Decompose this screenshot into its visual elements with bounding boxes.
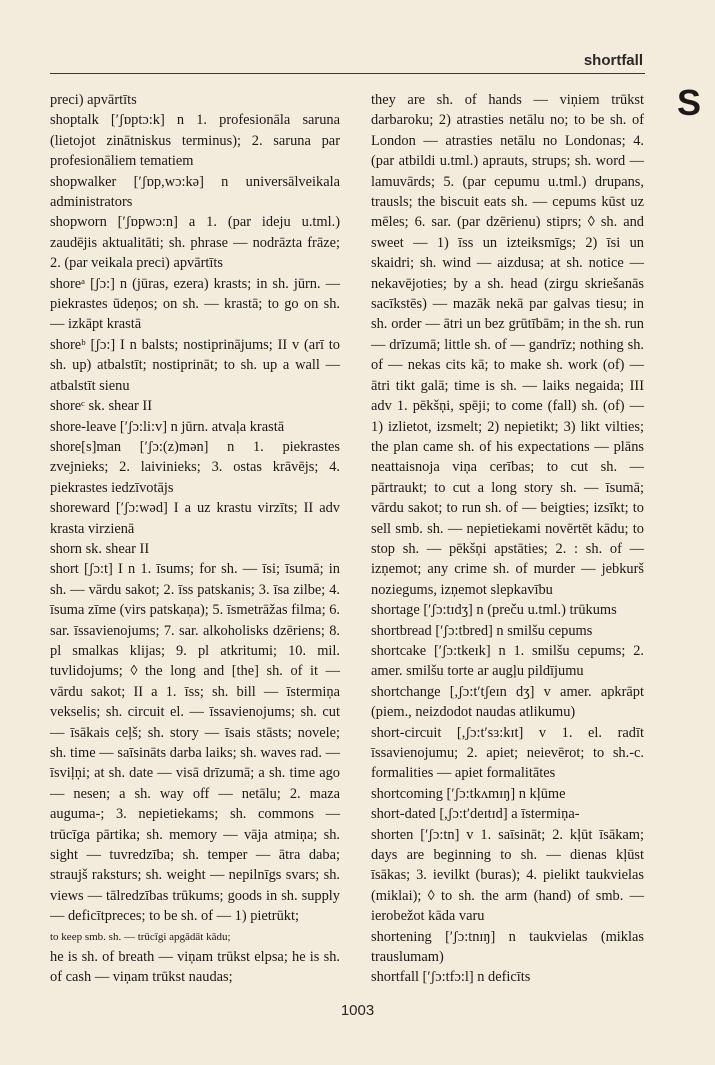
entry-shopworn: shopworn [ʹʃɒpwɔ:n] a 1. (par ideju u.tml.) zaudējis aktualitāti; sh. phrase — nodrāzta frāze; 2. (par veikala preci) apvārtīts bbox=[50, 214, 340, 272]
entry-short-cont: he is sh. of breath — viņam trūkst elpsa; he is sh. of cash — viņam trūkst naudas; bbox=[50, 949, 340, 986]
entry-shopwalker: shopwalker [ʹʃɒp,wɔ:kə] n universālveikala administrators bbox=[50, 173, 340, 211]
entry-shortchange: shortchange [,ʃɔ:tʹtʃeɪn dʒ] v amer. apkrāpt (piem., neizdodot naudas atlikumu) bbox=[371, 683, 644, 721]
entry-shoresman: shore[s]man [ʹʃɔ:(z)mən] n 1. piekrastes zvejnieks; 2. laivinieks; 3. ostas krāvējs; 4. piekrastes iedzīvotājs bbox=[50, 438, 340, 496]
entry-shore-b: shoreᵇ [ʃɔ:] I n balsts; nostiprinājums; II v (arī to sh. up) atbalstīt; nostiprināt; to sh. up a wall — atbalstīt sienu bbox=[50, 336, 340, 394]
entry-shorn: shorn sk. shear II bbox=[50, 540, 150, 557]
entry-shortbread: shortbread [ʹʃɔ:tbred] n smilšu cepums bbox=[371, 622, 593, 639]
entry-short-dated: short-dated [,ʃɔ:tʹdeɪtɪd] a īstermiņa- bbox=[371, 806, 580, 823]
entry-shore-leave: shore-leave [ʹʃɔ:li:v] n jūrn. atvaļa krastā bbox=[50, 418, 285, 435]
running-headword: shortfall bbox=[583, 52, 643, 69]
entry-short: short [ʃɔ:t] I n 1. īsums; for sh. — īsi; īsumā; in sh. — vārdu sakot; 2. īss patskanis; 3. īsa zilbe; 4. īsuma zīme (virs patskaņa); 5. īsmetrāžas filma; 6. sar. īssavienojums; 7. sar. alkoholisks dzēriens; 8. pl smalkas klijas; 9. pl atkritumi; 10. mil. tuvlidojums; ◊ the long and [the] sh. of it — vārdu sakot; II a 1. īss; sh. bill — īstermiņa vekselis; sh. circuit el. — īssavienojums; sh. cut — īsākais ceļš; sh. story — īsais stāsts; novele; sh. time — saīsināts darba laiks; sh. waves rad. — īsviļņi; at sh. date — visā drīzumā; a sh. time ago — nesen; a sh. way off — netālu; 2. maza auguma-; 3. nepietiekams; sh. commons — trūcīga pārtika; sh. memory — vāja atmiņa; sh. sight — tuvredzība; sh. temper — ātra daba; straujš raksturs; sh. weight — nepilnīgs svars; sh. views — tālredzības trūkums; goods in sh. supply — deficītpreces; to be sh. of — 1) pietrūkt; bbox=[50, 561, 340, 925]
entry-shortcake: shortcake [ʹʃɔ:tkeɪk] n 1. smilšu cepums; 2. amer. smilšu torte ar augļu pildījumu bbox=[371, 642, 644, 680]
entry-shortening: shortening [ʹʃɔ:tnɪŋ] n taukvielas (miklas trauslumam) bbox=[371, 928, 644, 966]
entry-shore-c: shoreᶜ sk. shear II bbox=[50, 398, 152, 415]
page-number: 1003 bbox=[340, 1002, 375, 1019]
entry-shoreward: shoreward [ʹʃɔ:wəd] I a uz krastu virzīts; II adv krasta virzienā bbox=[50, 500, 340, 537]
entry-shoptalk: shoptalk [ʹʃɒptɔ:k] n 1. profesionāla saruna (lietojot zinātniskus terminus); 2. saruna par profesionāliem tematiem bbox=[50, 112, 340, 170]
entry-continuation: preci) apvārtīts bbox=[50, 92, 137, 108]
right-column bbox=[371, 90, 644, 988]
header-rule bbox=[50, 73, 645, 74]
left-column bbox=[50, 90, 340, 988]
entry-shore-a: shoreᵃ [ʃɔ:] n (jūras, ezera) krasts; in sh. jūrn. — piekrastes ūdeņos; on sh. — krastā; to go on sh. — izkāpt krastā bbox=[50, 275, 340, 333]
entry-shortage: shortage [ʹʃɔ:tɪdʒ] n (preču u.tml.) trūkums bbox=[371, 602, 617, 619]
entry-shortfall: shortfall [ʹʃɔ:tfɔ:l] n deficīts bbox=[371, 969, 531, 986]
section-letter-tab: S bbox=[676, 82, 701, 123]
entry-short-small-line: to keep smb. sh. — trūcīgi apgādāt kādu; bbox=[50, 930, 231, 943]
entry-short-continued: they are sh. of hands — viņiem trūkst darbaroku; 2) atrasties netālu no; to be sh. of London — atrasties netālu no Londonas; 4. (par atbildi u.tml.) aprauts, strups; sh. word — lamuvārds; 5. (par cepumu u.tml.) drupans, trausls; the biscuit eats sh. — cepums kūst uz mēles; 6. sar. (par dzērienu) stiprs; ◊ sh. and sweet — 1) īss un izteiksmīgs; 2) īsi un skaidri; sh. wind — aizdusa; at sh. notice — nekavējoties; by a sh. head (zirgu skriešanās sacīkstēs) — mazāk nekā par galvas tiesu; in sh. order — ātri un bez grūtībām; in the sh. run — drīzumā; little sh. of — gandrīz; nothing sh. of — nekas cits kā; to make sh. work (of) — ātri tikt galā; time is sh. — laiks negaida; III adv 1. pēkšņi, spēji; to come (fall) sh. (of) — 1) izlietot, izsmelt; 2) nepietikt; 3) likt vilties; the plan came sh. of his expectations — plāns neattaisnoja viņa cerības; to cut sh. — pārtraukt; to cut a long story sh. — īsumā; vārdu sakot; to run sh. of — beigties; izsīkt; to sell smb. sh. — nepietiekami novērtēt kādu; to stop sh. — pēkšņi apstāties; 2. : sh. of — izņemot; any crime sh. of murder — jebkurš noziegums, izņemot slepkavību bbox=[371, 92, 644, 598]
entry-shorten: shorten [ʹʃɔ:tn] v 1. saīsināt; 2. kļūt īsākam; days are beginning to sh. — dienas kļūst īsākas; 3. ievilkt (buras); 4. pielikt taukvielas (miklai); ◊ to sh. the arm (hand) of smb. — ierobežot kāda varu bbox=[371, 826, 644, 925]
entry-short-circuit: short-circuit [,ʃɔ:tʹsɜ:kɪt] v 1. el. radīt īssavienojumu; 2. apiet; neievērot; to sh.-c. formalities — apiet formalitātes bbox=[371, 724, 644, 782]
entry-shortcoming: shortcoming [ʹʃɔ:tkʌmɪŋ] n kļūme bbox=[371, 785, 566, 802]
